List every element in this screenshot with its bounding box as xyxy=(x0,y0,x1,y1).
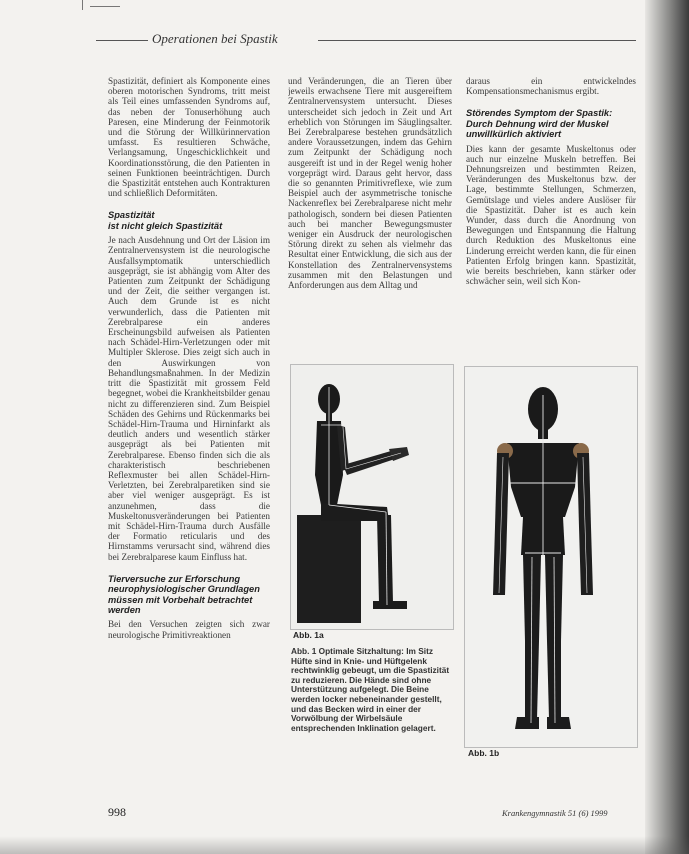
figure-1a-photo xyxy=(290,364,454,630)
heading-line: werden xyxy=(108,604,141,615)
heading-line: Durch Dehnung wird der Muskel xyxy=(466,118,609,129)
heading-line: neurophysiologischer Grundlagen xyxy=(108,584,260,595)
column1-body-paragraph: Je nach Ausdehnung und Ort der Läsion im Zentralnervensystem ist die neurologische Ausfallsymptomatik unterschiedlich ausgeprägt, sie ist abhängig vom Alter des Patienten zum Zeitpunkt der Schädigung und der Zeit, die seither vergangen ist. Auch dem Grunde ist es nicht verwunderlich, dass die Patienten mit Zerebralparese ein anderes Erscheinungsbild aufweisen als Patienten nach Schädel-Hirn-Verletzungen oder mit Multipler Sklerose. Dies zeigt sich auch in den Auswirkungen von Behandlungsmaßnahmen. In der Medizin tritt die Spastizität mit grossem Feld begegnet, wobei die Krankheitsbilder genau nicht zu differenzieren sind. Zum Beispiel Schäden des Gehirns und Rückenmarks bei Schädel-Hirn-Trauma und Hirninfarkt als deutlich anders und wesentlich stärker ausgeprägt als bei Patienten mit Zerebralparese. Ebenso finden sich die als charakteristisch beschriebenen Reflexmuster bei allen Schädel-Hirn-Verletzten, bei Zerebralparetiken sind sie aber viel weniger ausgeprägt. Es ist anzunehmen, dass die Muskeltonusveränderungen bei Patienten mit Schädel-Hirn-Trauma durch Ausfälle der Formatio reticularis und des Hirnstamms verursacht sind, während dies bei Zerebralparese kaum Einfluss hat. xyxy=(108,235,270,562)
running-header-title: Operationen bei Spastik xyxy=(152,31,278,46)
seated-mannequin-image xyxy=(291,365,453,629)
column3-body-paragraph: Dies kann der gesamte Muskeltonus oder auch nur einzelne Muskeln betreffen. Bei Dehnungsreizen und bestimmten Reizen, Veränderungen des Muskeltonus bzw. der Lage, bestimmte Stellungen, Schmerzen, Gemütslage und vieles andere Auslöser für die Spastizität. Daher ist es auch kein Wunder, dass durch die Anordnung von Bewegungen und Entspannung die Haltung durch Reduktion des Muskeltonus eine Linderung erreicht werden kann, die für einen Patienten Erfolg bringen kann. Spastizität, wie bereits beschrieben, kann stärker oder schwächer sein, weil sich Kon- xyxy=(466,143,636,287)
text-column-3 xyxy=(466,76,636,348)
heading-line: Spastizität xyxy=(108,210,155,221)
page-binding-shadow xyxy=(645,0,689,854)
figure-1b-photo xyxy=(464,366,638,748)
section-heading-spastizitaet xyxy=(108,210,270,231)
header-rule-left xyxy=(96,40,148,41)
standing-mannequin-image xyxy=(465,367,637,747)
figure-1b-label: Abb. 1b xyxy=(468,748,500,758)
page-bottom-shadow xyxy=(0,836,689,854)
figure-1a-label: Abb. 1a xyxy=(293,630,324,640)
crop-mark xyxy=(90,6,120,7)
column3-intro-paragraph: daraus ein entwickelndes Kompensationsmechanismus ergibt. xyxy=(466,76,636,97)
text-column-1 xyxy=(108,76,270,791)
heading-line: müssen mit Vorbehalt betrachtet xyxy=(108,594,253,605)
heading-line: Tierversuche zur Erforschung xyxy=(108,573,241,584)
figure-caption: Abb. 1 Optimale Sitzhaltung: Im Sitz Hüfte sind in Knie- und Hüftgelenk rechtwinklig gebeugt, um die Spastizität zu reduzieren. Die Hände sind ohne Unterstützung aufgelegt. Die Beine werden locker nebeneinander gestellt, und das Becken wird in einer der Vorwölbung der Wirbelsäule entsprechenden Inklination gelagert. xyxy=(291,647,450,733)
crop-mark xyxy=(82,0,83,10)
column1-intro-paragraph: Spastizität, definiert als Komponente eines oberen motorischen Syndroms, tritt meist als Teil eines umfassenden Syndroms auf, das neben der Tonuserhöhung auch Paresen, eine Minderung der Feinmotorik und die Störung der Willkürinnervation umfasst. Es resultieren Schwäche, Verlangsamung, Ungeschicklichkeit und Koordinationsstörung, die den Patienten in seinen Funktionen beeinträchtigen. Durch die Spastizität entstehen auch Kontrakturen und schließlich Deformitäten. xyxy=(108,76,270,199)
heading-line: unwillkürlich aktiviert xyxy=(466,129,562,140)
column2-body-paragraph: und Veränderungen, die an Tieren über jeweils erwachsene Tiere mit ausgereiftem Zentralnervensystem untersucht. Dieses unterscheidet sich jedoch in Zeit und Art erheblich von Störungen im Säuglingsalter. Bei Zerebralparese bestehen grundsätzlich andere Voraussetzungen, indem das Gehirn zum Zeitpunkt der Schädigung noch ausgereift ist und in der Regel wenig hoher vorgeprägt wird. Daraus geht hervor, dass die so genannten Primitivreflexe, wie zum Beispiel auch der asymmetrische tonische Nackenreflex bei Zerebralparese nicht mehr pathologisch, sondern bei diesen Patienten auch bei mancher Bewegungsmuster weniger ein Ausdruck der neurologischen Störung direkt zu sehen als vielmehr das Resultat einer Entwicklung, die sich aus der Konstellation des Zentralnervensystems zusammen mit den Belastungen und Anforderungen aus dem Alltag und xyxy=(288,76,452,291)
journal-footer: Krankengymnastik 51 (6) 1999 xyxy=(502,808,608,818)
heading-line: ist nicht gleich Spastizität xyxy=(108,220,223,231)
text-column-2 xyxy=(288,76,452,356)
header-rule-right xyxy=(318,40,636,41)
page-number: 998 xyxy=(108,805,126,819)
column1-closing-paragraph: Bei den Versuchen zeigten sich zwar neurologische Primitivreaktionen xyxy=(108,619,270,640)
heading-line: Störendes Symptom der Spastik: xyxy=(466,108,613,119)
section-heading-stoerendes-symptom xyxy=(466,108,636,139)
section-heading-tierversuche xyxy=(108,574,270,616)
